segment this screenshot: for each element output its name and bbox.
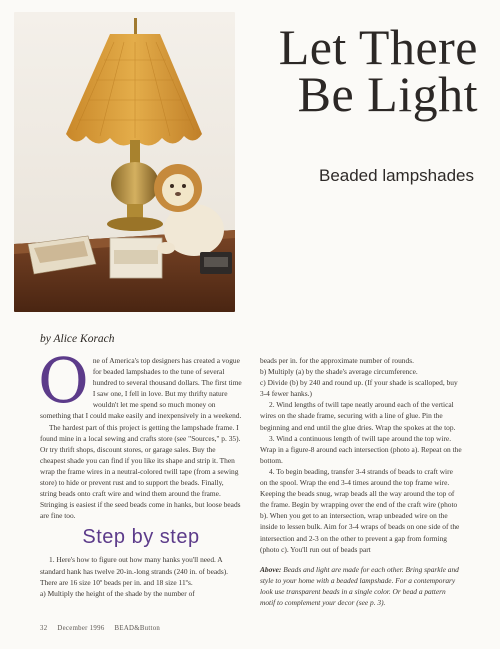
step-4: 4. To begin beading, transfer 3-4 strands of beads to craft wire on the spool. Wrap the end 3-4 times around the top frame wire. Keeping the beads snug, wrap beads all the way around the top of the frame. Begin by wrapping over the end of the craft wire (photo b). When you get to an intersection, wrap unbeaded wire on the inside to lessen bulk. Aim for 3-4 wraps of beads on one side of the intersection and 2-3 on the other to prevent a gap from forming (photo c). You'll run out of beads part — [260, 466, 460, 554]
issue-date: December 1996 — [57, 625, 105, 632]
lamp-photo — [14, 12, 235, 312]
article-column-right — [260, 355, 462, 608]
step-1a-continued: beads per in. for the approximate number of rounds. — [260, 356, 414, 365]
caption-text: Beads and light are made for each other. Bring sparkle and style to your home with a beaded lampshade. For a contemporary look use transparent beads in a single color. Or bead a pattern motif to complement your decor (see p. 3). — [260, 564, 459, 607]
lamp-base — [111, 162, 159, 206]
caption-label: Above: — [260, 564, 282, 574]
step-1: 1. Here's how to figure out how many hanks you'll need. A standard hank has twelve 20-in.-long strands (240 in. of beads). There are 16 size 10º beads per in. and 18 size 11ºs. — [40, 555, 229, 587]
body-paragraph: The hardest part of this project is getting the lampshade frame. I found mine in a local sewing and crafts store (see "Sources," p. 35). Or try thrift shops, discount stores, or garage sales. Buy the cheapest shade you can find if you like its shape and strip it. Then wrap the frame wires in a neutral-colored twill tape (from a sewing store) to hide or prevent rust and to support the beads. Finally, string beads onto craft wire and wind them around the frame. Stringing is easiest if the seed beads come in hanks, but loose beads are fine too. — [40, 422, 241, 521]
step-2: 2. Wind lengths of twill tape neatly around each of the vertical wires on the shade frame, securing with a line of glue. Pin the beginning and end until the glue dries. Wrap the spokes at the top. — [260, 400, 456, 432]
page-footer — [40, 625, 168, 632]
step-3: 3. Wind a continuous length of twill tape around the top wire. Wrap in a figure-8 around each intersection (photo a). Repeat on the bottom. — [260, 433, 462, 465]
title-line-1: Let There — [278, 19, 478, 75]
step-1b: b) Multiply (a) by the shade's average circumference. — [260, 367, 418, 377]
intro-text: ne of America's top designers has created a vogue for beaded lampshades to the tune of several hundred to several thousand dollars. The first time I saw one, I fell in love. But my thrifty nature wouldn't let me spend so much money on something that I could make easily and inexpensively in a weekend. — [40, 356, 242, 421]
page-title — [278, 19, 478, 122]
page-number: 32 — [40, 625, 48, 632]
step-1a: a) Multiply the height of the shade by the number of — [40, 588, 195, 598]
title-line-2: Be Light — [297, 66, 478, 122]
article-column-left — [38, 344, 242, 599]
lamp-photo-illustration — [14, 12, 235, 312]
drop-cap: O — [38, 344, 89, 417]
step-1c: c) Divide (b) by 240 and round up. (If your shade is scalloped, buy 3-4 fewer hanks.) — [260, 378, 458, 399]
byline: by Alice Korach — [40, 333, 115, 345]
section-heading: Step by step — [82, 526, 200, 549]
magazine-name: BEAD&Button — [114, 625, 161, 632]
page-subtitle: Beaded lampshades — [318, 166, 474, 185]
photo-caption — [260, 564, 462, 608]
intro-paragraph — [38, 344, 242, 422]
